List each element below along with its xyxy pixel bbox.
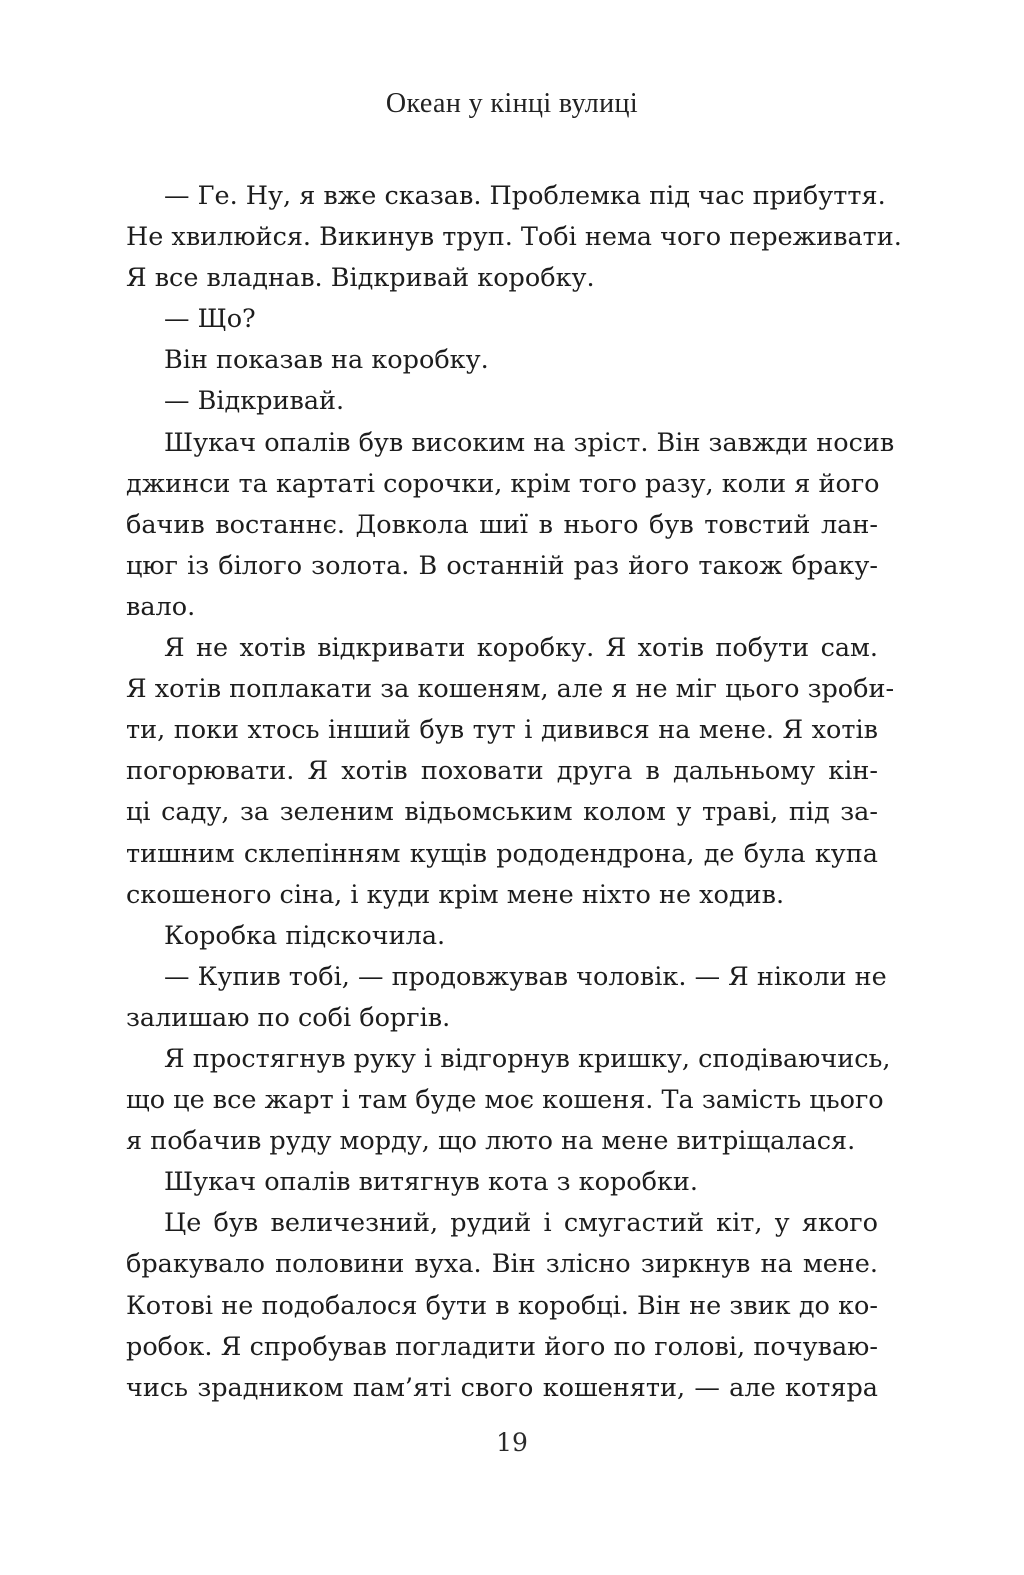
text-line: Я не хотів відкривати коробку. Я хотів побути сам.	[164, 633, 878, 664]
text-line: Це був величезний, рудий і смугастий кіт, у якого	[164, 1208, 878, 1239]
text-line: — Що?	[164, 304, 256, 335]
text-line: Шукач опалів витягнув кота з коробки.	[164, 1167, 699, 1198]
text-line: ці саду, за зеленим відьомським колом у траві, під за-	[126, 797, 878, 828]
text-line: вало.	[126, 591, 196, 622]
text-line: тишним склепінням кущів рододендрона, де була купа	[126, 838, 878, 869]
text-line: Я все владнав. Відкривай коробку.	[126, 263, 595, 294]
text-line: погорювати. Я хотів поховати друга в дальньому кін-	[126, 756, 878, 787]
text-line: скошеного сіна, і куди крім мене ніхто не ходив.	[126, 879, 785, 910]
text-line: Котові не подобалося бути в коробці. Він не звик до ко-	[126, 1290, 878, 1321]
text-line: Я простягнув руку і відгорнув кришку, сподіваючись,	[164, 1043, 891, 1074]
text-line: бракувало половини вуха. Він злісно зиркнув на мене.	[126, 1249, 878, 1280]
text-line: чись зрадником пам’яті свого кошеняти, — але котяра	[126, 1372, 878, 1403]
text-line: — Ге. Ну, я вже сказав. Проблемка під час прибуття.	[164, 181, 886, 211]
text-line: Коробка підскочила.	[164, 920, 446, 951]
text-line: Не хвилюйся. Викинув труп. Тобі нема чого переживати.	[126, 222, 902, 253]
text-line: цюг із білого золота. В останній раз його також браку-	[126, 550, 878, 581]
text-line: Він показав на коробку.	[164, 345, 489, 376]
text-line: залишаю по собі боргів.	[126, 1002, 451, 1033]
text-line: робок. Я спробував погладити його по голові, почуваю-	[126, 1331, 878, 1362]
text-line: ти, поки хтось інший був тут і дивився на мене. Я хотів	[126, 715, 878, 746]
text-line: джинси та картаті сорочки, крім того разу, коли я його	[126, 468, 880, 499]
text-line: — Купив тобі, — продовжував чоловік. — Я ніколи не	[164, 961, 887, 992]
text-line: я побачив руду морду, що люто на мене витріщалася.	[126, 1126, 856, 1157]
text-line: Шукач опалів був високим на зріст. Він завжди носив	[164, 427, 895, 458]
page-number: 19	[496, 1428, 528, 1457]
body-text	[126, 176, 902, 1409]
text-line: Я хотів поплакати за кошеням, але я не міг цього зроби-	[126, 674, 895, 705]
text-line: що це все жарт і там буде моє кошеня. Та замість цього	[126, 1085, 884, 1116]
text-line: — Відкривай.	[164, 386, 345, 417]
text-line: бачив востаннє. Довкола шиї в нього був товстий лан-	[126, 509, 878, 540]
running-title: Океан у кінці вулиці	[385, 88, 639, 119]
